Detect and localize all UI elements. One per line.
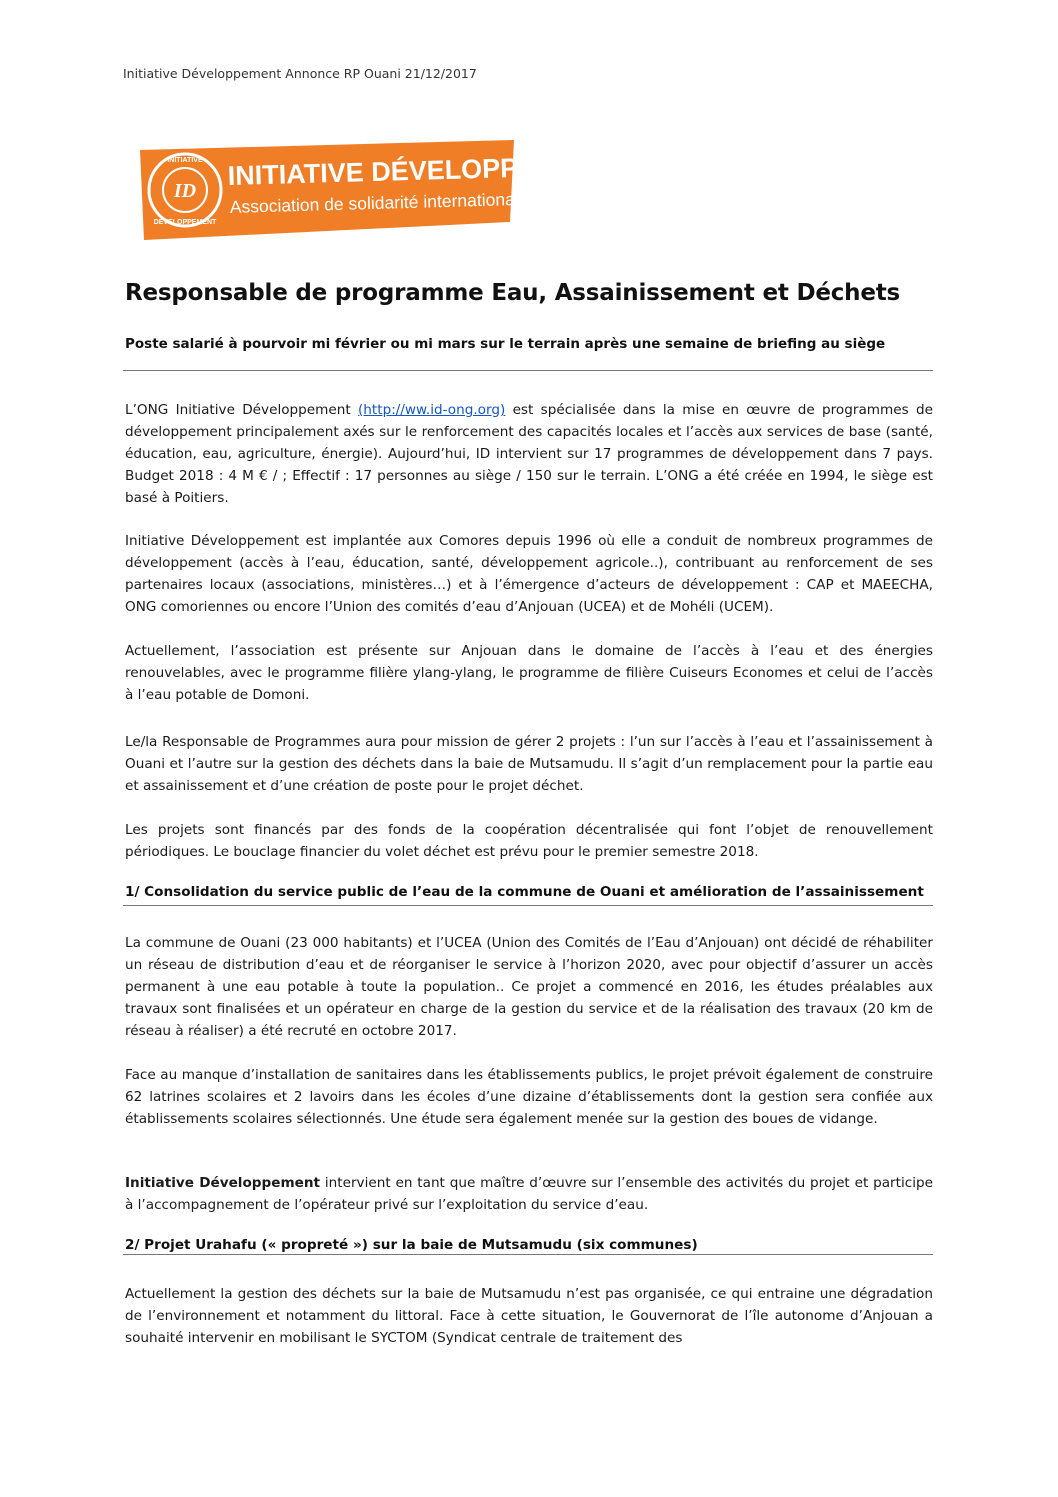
organisation-name: Initiative Développement <box>125 1175 321 1191</box>
section-1-paragraph-sanitaires: Face au manque d’installation de sanitaires dans les établissements publics, le projet prévoit également de construire 62 latrines scolaires et 2 lavoirs dans les écoles d’une dizaine d’établissements dont la gestion sera confiée aux établissements scolaires sélectionnés. Une étude sera également menée sur la gestion des boues de vidange. <box>125 1067 933 1128</box>
section-1-title: 1/ Consolidation du service public de l’eau de la commune de Ouani et amélioration de l’assainissement <box>125 884 924 900</box>
paragraph-financement: Les projets sont financés par des fonds de la coopération décentralisée qui font l’objet de renouvellement périodiques. Le bouclage financier du volet déchet est prévu pour le premier semestre 2018. <box>125 822 933 861</box>
section-1-paragraph-role <box>125 1172 933 1216</box>
intro-text-end: est spécialisée dans la mise en œuvre de programmes de développement principalement axés sur le renforcement des capacités locales et l’accès aux services de base (santé, éducation, eau, agriculture, énergie). Aujourd’hui, ID intervient sur 17 programmes de développement dans 7 pays. Budget 2018 : 4 M € / ; Effectif : 17 personnes au siège / 150 sur le terrain. L’ONG a été créée en 1994, le siège est basé à Poitiers. <box>125 402 933 507</box>
initiative-developpement-logo <box>140 140 614 240</box>
svg-text:INITIATIVE DÉVELOPPEMENT: INITIATIVE DÉVELOPPEMENT <box>227 150 614 191</box>
paragraph-intro <box>125 399 933 509</box>
section-1-paragraph-ouani: La commune de Ouani (23 000 habitants) et l’UCEA (Union des Comités de l’Eau d’Anjouan) ont décidé de réhabiliter un réseau de distribution d’eau et de réorganiser le service à l’horizon 2020, avec pour objectif d’assurer un accès permanent à une eau potable à toute la population.. Ce projet a commencé en 2016, les études préalables aux travaux sont finalisées et un opérateur en charge de la gestion du service et de la réalisation des travaux (20 km de réseau à réaliser) a été recruté en octobre 2017. <box>125 935 933 1040</box>
svg-text:INITIATIVE: INITIATIVE <box>167 157 203 164</box>
section-2-paragraph-dechets: Actuellement la gestion des déchets sur la baie de Mutsamudu n’est pas organisée, ce qui entraine une dégradation de l’environnement et notamment du littoral. Face à cette situation, le Gouvernorat de l’île autonome d’Anjouan a souhaité intervenir en mobilisant le SYCTOM (Syndicat centrale de traitement des <box>125 1286 933 1347</box>
id-ong-link[interactable]: (http://ww.id-ong.org) <box>357 402 506 418</box>
paragraph-comores: Initiative Développement est implantée aux Comores depuis 1996 où elle a conduit de nombreux programmes de développement (accès à l’eau, éducation, santé, développement agricole..), contribuant au renforcement de ses partenaires locaux (associations, ministères…) et à l’émergence d’acteurs de développement : CAP et MAEECHA, ONG comoriennes ou encore l’Union des comités d’eau d’Anjouan (UCEA) et de Mohéli (UCEM). <box>125 533 933 616</box>
header-note: Initiative Développement Annonce RP Ouani 21/12/2017 <box>123 66 477 81</box>
svg-text:DÉVELOPPEMENT: DÉVELOPPEMENT <box>153 219 217 226</box>
intro-text-start: L’ONG Initiative Développement <box>125 402 358 418</box>
paragraph-mission: Le/la Responsable de Programmes aura pour mission de gérer 2 projets : l’un sur l’accès à l’eau et l’assainissement à Ouani et l’autre sur la gestion des déchets dans la baie de Mutsamudu. Il s’agit d’un remplacement pour la partie eau et assainissement et d’une création de poste pour le projet déchet. <box>125 734 933 795</box>
role-text: intervient en tant que maître d’œuvre sur l’ensemble des activités du projet et participe à l’accompagnement de l’opérateur privé sur l’exploitation du service d’eau. <box>125 1175 933 1214</box>
divider <box>123 1254 933 1255</box>
svg-text:ID: ID <box>173 180 197 202</box>
paragraph-anjouan: Actuellement, l’association est présente sur Anjouan dans le domaine de l’accès à l’eau et des énergies renouvelables, avec le programme filière ylang-ylang, le programme de filière Cuiseurs Economes et celui de l’accès à l’eau potable de Domoni. <box>125 643 933 704</box>
svg-text:Association de solidarité inte: Association de solidarité internationale <box>229 188 529 217</box>
section-2-title: 2/ Projet Urahafu (« propreté ») sur la baie de Mutsamudu (six communes) <box>125 1237 698 1253</box>
divider <box>123 370 933 371</box>
page-subtitle: Poste salarié à pourvoir mi février ou mi mars sur le terrain après une semaine de briefing au siège <box>125 336 886 352</box>
divider <box>123 905 933 906</box>
page-title: Responsable de programme Eau, Assainissement et Déchets <box>125 280 901 306</box>
